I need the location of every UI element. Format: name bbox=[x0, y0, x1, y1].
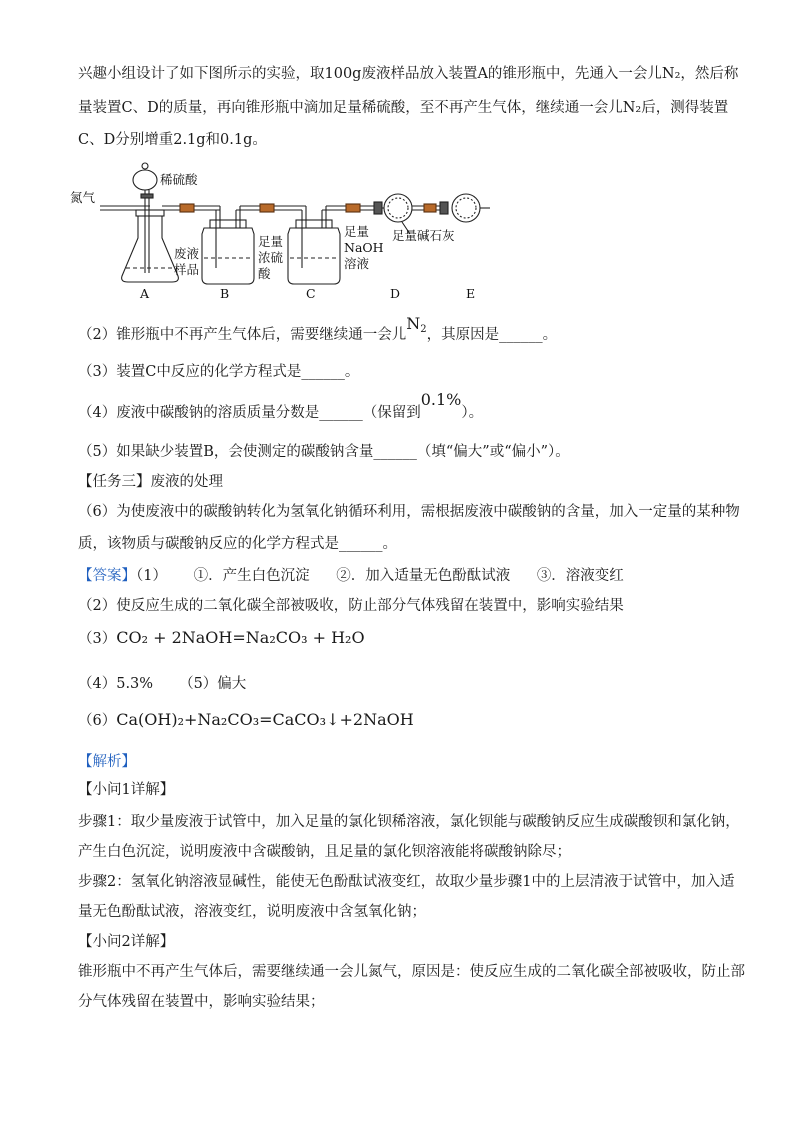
q2-n2: $N_2$ bbox=[406, 314, 427, 335]
label-c: C bbox=[306, 286, 316, 301]
analysis-s2-title: 【小问2详解】 bbox=[78, 934, 175, 950]
label-a: A bbox=[140, 286, 150, 301]
q4-percent: 0.1% bbox=[420, 390, 462, 409]
answer-3-num: （3） bbox=[78, 631, 117, 647]
analysis-s1-p2-l1: 步骤2：氢氧化钠溶液显碱性，能使无色酚酞试液变红，故取少量步骤1中的上层清液于试管中，加入适 bbox=[78, 874, 735, 890]
q4-text-a: （4）废液中碳酸钠的溶质质量分数是______（保留到 bbox=[78, 405, 421, 421]
analysis-s2-l1: 锥形瓶中不再产生气体后，需要继续通一会儿氮气，原因是：使反应生成的二氧化碳全部被吸收，防止部 bbox=[78, 964, 745, 980]
question-4 bbox=[78, 390, 728, 423]
answer-1-num: （1） bbox=[136, 568, 167, 584]
label-c-3: 溶液 bbox=[344, 256, 370, 271]
label-waste-1: 废液 bbox=[174, 246, 200, 261]
intro-line-1: 兴趣小组设计了如下图所示的实验，取100g废液样品放入装置A的锥形瓶中，先通入一会儿N₂，然后称 bbox=[78, 66, 739, 82]
question-2 bbox=[78, 314, 728, 350]
intro-line-2: 量装置C、D的质量，再向锥形瓶中滴加足量稀硫酸，至不再产生气体，继续通一会儿N₂后，测得装置 bbox=[78, 100, 729, 116]
answer-1-part-1: ①．产生白色沉淀 bbox=[193, 568, 310, 584]
label-b: B bbox=[220, 286, 230, 301]
answer-2: （2）使反应生成的二氧化碳全部被吸收，防止部分气体残留在装置中，影响实验结果 bbox=[78, 598, 624, 614]
analysis-s1-p1-l1: 步骤1：取少量废液于试管中，加入足量的氯化钡稀溶液，氯化钡能与碳酸钠反应生成碳酸钡和氯化钠， bbox=[78, 814, 740, 830]
analysis-s1-p1-l2: 产生白色沉淀，说明废液中含碳酸钠，且足量的氯化钡溶液能将碳酸钠除尽； bbox=[78, 844, 571, 860]
q4-text-b: ）。 bbox=[461, 405, 484, 421]
answer-3-equation: CO₂ + 2NaOH=Na₂CO₃ + H₂O bbox=[116, 628, 365, 647]
label-b-3: 酸 bbox=[258, 266, 271, 281]
label-b-1: 足量 bbox=[258, 234, 284, 249]
label-soda-lime: 足量碱石灰 bbox=[392, 228, 455, 243]
label-c-1: 足量 bbox=[344, 224, 370, 239]
answer-6 bbox=[78, 710, 728, 731]
label-waste-2: 样品 bbox=[174, 262, 200, 277]
answer-1 bbox=[78, 566, 728, 586]
apparatus-diagram bbox=[70, 158, 510, 308]
analysis-s2-l2: 分气体残留在装置中，影响实验结果； bbox=[78, 994, 325, 1010]
analysis-s1-title: 【小问1详解】 bbox=[78, 782, 175, 798]
analysis-tag: 【解析】 bbox=[78, 754, 136, 770]
answer-4-5 bbox=[78, 674, 728, 694]
q2-text-a: （2）锥形瓶中不再产生气体后，需要继续通一会儿 bbox=[78, 327, 407, 343]
label-d: D bbox=[390, 286, 401, 301]
intro-line-3: C、D分别增重2.1g和0.1g。 bbox=[78, 132, 267, 148]
answer-1-part-3: ③．溶液变红 bbox=[536, 568, 624, 584]
label-c-2: NaOH bbox=[344, 240, 384, 255]
question-3: （3）装置C中反应的化学方程式是______。 bbox=[78, 364, 360, 380]
answer-1-part-2: ②．加入适量无色酚酞试液 bbox=[336, 568, 511, 584]
label-e: E bbox=[466, 286, 476, 301]
question-5: （5）如果缺少装置B，会使测定的碳酸钠含量______（填“偏大”或“偏小”）。 bbox=[78, 444, 570, 460]
answer-4: （4）5.3% bbox=[78, 676, 154, 692]
question-6-line-1: （6）为使废液中的碳酸钠转化为氢氧化钠循环利用，需根据废液中碳酸钠的含量，加入一定量的某种物 bbox=[78, 504, 740, 520]
question-6-line-2: 质，该物质与碳酸钠反应的化学方程式是______。 bbox=[78, 536, 397, 552]
answer-6-num: （6） bbox=[78, 713, 117, 729]
answer-5: （5）偏大 bbox=[179, 676, 247, 692]
analysis-s1-p2-l2: 量无色酚酞试液，溶液变红，说明废液中含氢氧化钠； bbox=[78, 904, 426, 920]
label-nitrogen: 氮气 bbox=[70, 190, 96, 205]
answer-3 bbox=[78, 628, 728, 649]
label-b-2: 浓硫 bbox=[258, 250, 284, 265]
label-dilute-acid: 稀硫酸 bbox=[160, 172, 198, 187]
answer-tag: 【答案】 bbox=[78, 568, 136, 584]
answer-6-equation: Ca(OH)₂+Na₂CO₃=CaCO₃↓+2NaOH bbox=[116, 710, 414, 729]
q2-text-b: ，其原因是______。 bbox=[426, 327, 558, 343]
task-3-heading: 【任务三】废液的处理 bbox=[78, 474, 223, 490]
